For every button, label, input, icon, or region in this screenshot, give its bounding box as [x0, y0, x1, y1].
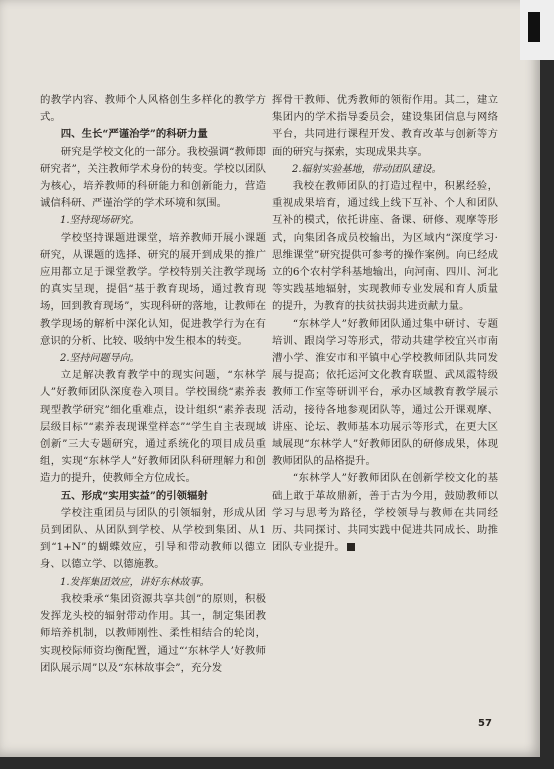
paragraph [272, 470, 498, 556]
paragraph: 学校注重团员与团队的引领辐射，形成从团员到团队、从团队到学校、从学校到集团、从1到“1+N”的蝴蝶效应，引导和带动教师以德立身、以德立学、以德施教。 [40, 506, 266, 571]
paragraph-text: “东林学人”好教师团队在创新学校文化的基础上敢于革故鼎新，善于古为今用，鼓励教师以学习与思考为路径，学校领导与教师在共同经历、共同探讨、共同实践中促进共同成长、助推团队专业提升。 [272, 472, 498, 554]
page-number: 57 [478, 718, 492, 729]
corner-marker [520, 0, 554, 60]
paragraph: 我校在教师团队的打造过程中，积累经验，重视成果培育，通过线上线下互补、个人和团队互补的模式，依托讲座、备课、研修、观摩等形式，向集团各成员校输出，为区域内“深度学习·思维课堂”研究提供可参考的操作案例。向已经成立的6个农村学科基地输出，向河南、四川、河北等实践基地辐射，实现教师专业发展和育人质量的提升，为教育的扶贫扶弱共进贡献力量。 [272, 180, 498, 313]
paragraph: 我校秉承“集团资源共享共创”的原则，积极发挥龙头校的辐射带动作用。其一，制定集团教师培养机制，以教师刚性、柔性相结合的轮岗，实现校际师资均衡配置，通过“‘东林学人’好教师团队展示周”以及“东林故事会”，充分发 [40, 592, 266, 674]
section-heading-5: 五、形成“实用实益”的引领辐射 [60, 489, 208, 502]
end-mark-icon [347, 543, 355, 551]
paragraph: “东林学人”好教师团队通过集中研讨、专题培训、跟岗学习等形式，带动共建学校宜兴市南漕小学、淮安市和平镇中心学校教师团队共同发展与提高；依托运河文化教育联盟、武凤霞特级教师工作室等研训平台，承办区域教育教学展示活动，接待各地参观团队等，通过公开课观摩、讲座、论坛、教师基本功展示等形式，在更大区域展现“东林学人”好教师团队的研修成果，体现教师团队的品格提升。 [272, 317, 498, 468]
subheading-3: 1.发挥集团效应，讲好东林故事。 [60, 576, 210, 588]
section-heading-4: 四、生长“严谨治学”的科研力量 [60, 128, 208, 141]
subheading-4: 2.辐射实验基地，带动团队建设。 [292, 163, 442, 175]
paragraph: 研究是学校文化的一部分。我校强调“教师即研究者”，关注教师学术身份的转变。学校以团队为核心，培养教师的科研能力和创新能力，营造诚信科研、严谨治学的学术环境和氛围。 [40, 145, 266, 210]
paragraph: 学校坚持课题进课堂，培养教师开展小课题研究，从课题的选择、研究的展开到成果的推广应用都立足于课堂教学。学校特别关注教学现场的真实呈现，提倡“基于教育现场，通过教育现场，回到教育现场”，实现科研的落地，让教师在教学现场的解析中深化认知，促进教学行为在有意识的分析、比较、吸纳中发生根本的转变。 [40, 231, 266, 347]
right-column [272, 92, 498, 556]
paragraph: 立足解决教育教学中的现实问题，“东林学人”好教师团队深度卷入项目。学校围绕“素养表现型教学研究”细化重难点，设计组织“素养表现层级目标”“素养表现课堂样态”“学生自主表现域创新”三大专题研究，通过系统化的项目成员重组，实现“东林学人”好教师团队科研理解力和创造力的提升，使教师全方位成长。 [40, 369, 266, 485]
paragraph: 的教学内容、教师个人风格创生多样化的教学方式。 [40, 94, 266, 124]
subheading-2: 2.坚持问题导向。 [60, 353, 140, 365]
paragraph: 挥骨干教师、优秀教师的领衔作用。其二，建立集团内的学术指导委员会，建设集团信息与网络平台，共同进行课程开发、教育改革与创新等方面的研究与探索，实现成果共享。 [272, 94, 498, 158]
subheading-1: 1.坚持现场研究。 [60, 215, 140, 227]
left-column [40, 92, 266, 677]
